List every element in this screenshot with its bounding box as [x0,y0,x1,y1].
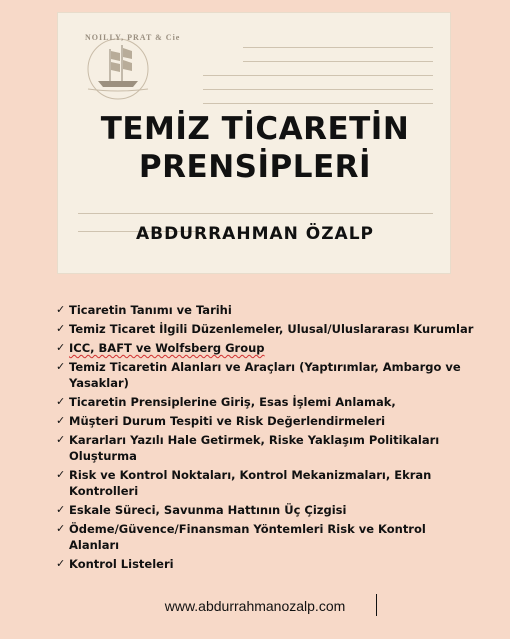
topic-list [56,302,476,575]
cover-image [57,12,451,274]
list-item: ✓ Ticaretin Prensiplerine Giriş, Esas İşlemi Anlamak, [56,395,396,409]
checkmark-icon: ✓ [56,414,66,427]
list-item: ✓ Risk ve Kontrol Noktaları, Kontrol Mekanizmaları, Ekran Kontrolleri [56,468,432,498]
checkmark-icon: ✓ [56,433,66,446]
list-item: ✓ ICC, BAFT ve Wolfsberg Group [56,341,265,355]
website-link[interactable]: www.abdurrahmanozalp.com [164,598,346,614]
checkmark-icon: ✓ [56,522,66,535]
list-item: ✓ Temiz Ticaretin Alanları ve Araçları (Yaptırımlar, Ambargo ve Yasaklar) [56,360,461,390]
book-title-line-1: TEMİZ TİCARETİN [100,111,410,147]
checkmark-icon: ✓ [56,468,66,481]
list-item: ✓ Ticaretin Tanımı ve Tarihi [56,303,232,317]
checkmark-icon: ✓ [56,395,66,408]
checkmark-icon: ✓ [56,503,66,516]
checkmark-icon: ✓ [56,557,66,570]
list-item: ✓ Kontrol Listeleri [56,557,174,571]
text-cursor [376,594,377,616]
checkmark-icon: ✓ [56,303,66,316]
checkmark-icon: ✓ [56,322,66,335]
list-item: ✓ Kararları Yazılı Hale Getirmek, Riske Yaklaşım Politikaları Oluşturma [56,433,440,463]
checkmark-icon: ✓ [56,360,66,373]
checkmark-icon: ✓ [56,341,66,354]
seal-label: NOILLY, PRAT & Cie [85,33,181,42]
list-item: ✓ Ödeme/Güvence/Finansman Yöntemleri Risk ve Kontrol Alanları [56,522,426,552]
list-item: ✓ Eskale Süreci, Savunma Hattının Üç Çizgisi [56,503,347,517]
book-title-line-2: PRENSİPLERİ [138,149,372,185]
list-item: ✓ Müşteri Durum Tespiti ve Risk Değerlendirmeleri [56,414,386,428]
list-item: ✓ Temiz Ticaret İlgili Düzenlemeler, Ulusal/Uluslararası Kurumlar [56,322,474,336]
author-name: ABDURRAHMAN ÖZALP [135,224,375,244]
